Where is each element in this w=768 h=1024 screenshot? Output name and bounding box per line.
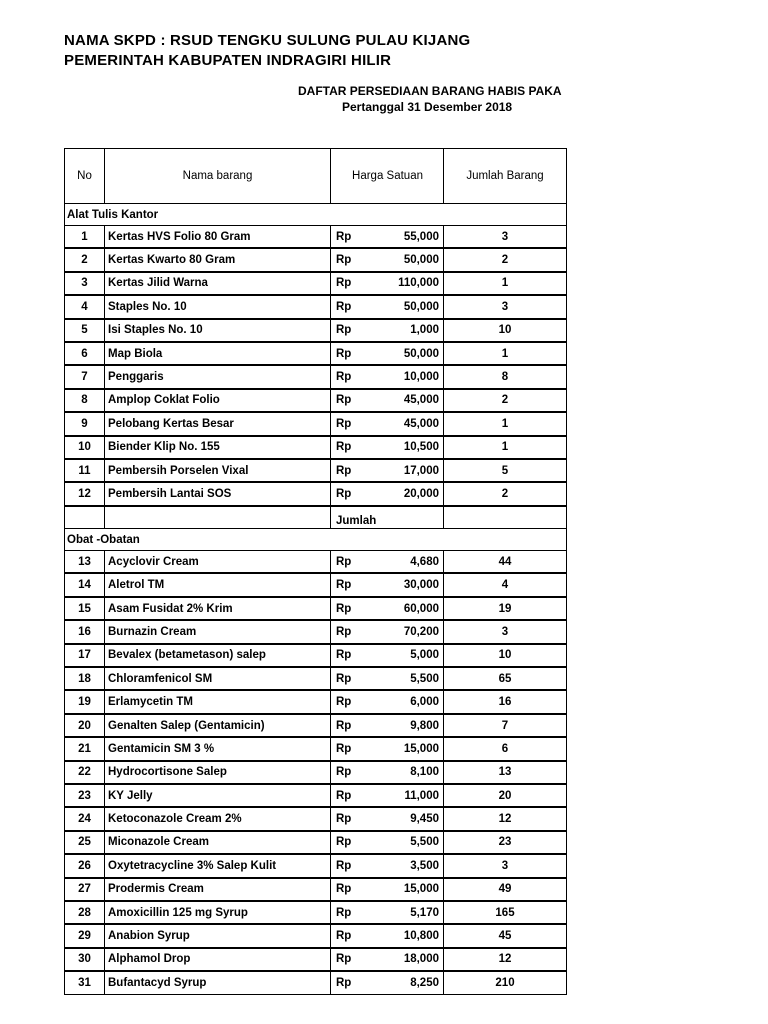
price-value: 55,000 (403, 230, 439, 243)
table-row (64, 761, 567, 784)
item-name: Oxytetracycline 3% Salep Kulit (105, 854, 331, 877)
item-name: Map Biola (105, 342, 331, 365)
item-name: Pembersih Lantai SOS (105, 482, 331, 505)
row-number: 20 (64, 714, 105, 737)
section-title: Alat Tulis Kantor (64, 204, 567, 225)
currency-label: Rp (336, 300, 352, 313)
item-quantity: 210 (444, 971, 567, 994)
item-name: Pembersih Porselen Vixal (105, 459, 331, 482)
item-name: KY Jelly (105, 784, 331, 807)
item-quantity: 3 (444, 854, 567, 877)
table-row (64, 550, 567, 573)
table-row (64, 714, 567, 737)
row-number: 15 (64, 597, 105, 620)
currency-label: Rp (336, 766, 352, 779)
currency-label: Rp (336, 719, 352, 732)
currency-label: Rp (336, 976, 352, 989)
item-quantity: 2 (444, 248, 567, 271)
currency-label: Rp (336, 394, 352, 407)
table-row (64, 878, 567, 901)
table-row (64, 225, 567, 248)
unit-price (331, 714, 444, 737)
row-number: 30 (64, 948, 105, 971)
item-name: Anabion Syrup (105, 924, 331, 947)
unit-price (331, 948, 444, 971)
item-quantity: 3 (444, 620, 567, 643)
item-quantity: 8 (444, 365, 567, 388)
unit-price (331, 854, 444, 877)
currency-label: Rp (336, 696, 352, 709)
row-number: 5 (64, 319, 105, 342)
item-quantity: 20 (444, 784, 567, 807)
section-title: Obat -Obatan (64, 529, 567, 550)
item-name: Chloramfenicol SM (105, 667, 331, 690)
unit-price (331, 784, 444, 807)
price-value: 5,500 (410, 836, 439, 849)
price-value: 11,000 (404, 789, 439, 802)
price-value: 3,500 (410, 859, 439, 872)
government-name: PEMERINTAH KABUPATEN INDRAGIRI HILIR (64, 52, 392, 69)
total-label: Jumlah (331, 506, 444, 529)
item-name: Kertas Kwarto 80 Gram (105, 248, 331, 271)
item-quantity: 19 (444, 597, 567, 620)
item-name: Amoxicillin 125 mg Syrup (105, 901, 331, 924)
price-value: 50,000 (403, 254, 439, 267)
price-value: 10,800 (403, 930, 439, 943)
unit-price (331, 319, 444, 342)
row-number: 28 (64, 901, 105, 924)
column-header-name: Nama barang (105, 148, 331, 204)
unit-price (331, 436, 444, 459)
item-name: Amplop Coklat Folio (105, 389, 331, 412)
document-title: DAFTAR PERSEDIAAN BARANG HABIS PAKA (298, 84, 562, 98)
currency-label: Rp (336, 649, 352, 662)
item-name: Erlamycetin TM (105, 690, 331, 713)
item-name: Miconazole Cream (105, 831, 331, 854)
item-quantity: 13 (444, 761, 567, 784)
table-row (64, 482, 567, 505)
table-row (64, 436, 567, 459)
item-quantity: 45 (444, 924, 567, 947)
document-date: Pertanggal 31 Desember 2018 (342, 100, 513, 114)
row-number: 23 (64, 784, 105, 807)
price-value: 60,000 (403, 602, 439, 615)
row-number: 18 (64, 667, 105, 690)
item-name: Prodermis Cream (105, 878, 331, 901)
currency-label: Rp (336, 417, 352, 430)
table-header-row (64, 148, 567, 204)
item-name: Hydrocortisone Salep (105, 761, 331, 784)
table-row (64, 667, 567, 690)
item-quantity: 7 (444, 714, 567, 737)
price-value: 50,000 (403, 300, 439, 313)
unit-price (331, 667, 444, 690)
item-name: Bevalex (betametason) salep (105, 644, 331, 667)
column-header-no: No (64, 148, 105, 204)
row-number: 17 (64, 644, 105, 667)
item-quantity: 6 (444, 737, 567, 760)
unit-price (331, 225, 444, 248)
item-name: Bufantacyd Syrup (105, 971, 331, 994)
unit-price (331, 690, 444, 713)
price-value: 5,170 (410, 906, 439, 919)
table-body (64, 204, 567, 995)
table-row (64, 248, 567, 271)
currency-label: Rp (336, 813, 352, 826)
unit-price (331, 924, 444, 947)
currency-label: Rp (336, 324, 352, 337)
currency-label: Rp (336, 789, 352, 802)
skpd-name: NAMA SKPD : RSUD TENGKU SULUNG PULAU KIJANG (64, 32, 471, 49)
item-quantity: 1 (444, 436, 567, 459)
unit-price (331, 831, 444, 854)
item-name: Gentamicin SM 3 % (105, 737, 331, 760)
price-value: 70,200 (403, 625, 439, 638)
item-name: Burnazin Cream (105, 620, 331, 643)
row-number: 29 (64, 924, 105, 947)
row-number: 25 (64, 831, 105, 854)
table-row (64, 807, 567, 830)
unit-price (331, 365, 444, 388)
price-value: 45,000 (403, 417, 439, 430)
table-row (64, 319, 567, 342)
row-number: 31 (64, 971, 105, 994)
table-row (64, 690, 567, 713)
row-number: 22 (64, 761, 105, 784)
currency-label: Rp (336, 487, 352, 500)
table-row (64, 971, 567, 994)
price-value: 10,500 (403, 441, 439, 454)
total-name-cell (105, 506, 331, 529)
price-value: 8,100 (410, 766, 439, 779)
item-quantity: 44 (444, 550, 567, 573)
price-value: 6,000 (410, 696, 439, 709)
item-quantity: 12 (444, 948, 567, 971)
unit-price (331, 459, 444, 482)
item-name: Pelobang Kertas Besar (105, 412, 331, 435)
column-header-qty: Jumlah Barang (444, 148, 567, 204)
row-number: 9 (64, 412, 105, 435)
total-qty-cell (444, 506, 567, 529)
item-name: Staples No. 10 (105, 295, 331, 318)
item-quantity: 2 (444, 389, 567, 412)
unit-price (331, 878, 444, 901)
column-header-price: Harga Satuan (331, 148, 444, 204)
table-row (64, 620, 567, 643)
item-name: Isi Staples No. 10 (105, 319, 331, 342)
row-number: 24 (64, 807, 105, 830)
row-number: 4 (64, 295, 105, 318)
currency-label: Rp (336, 625, 352, 638)
row-number: 27 (64, 878, 105, 901)
currency-label: Rp (336, 230, 352, 243)
price-value: 1,000 (410, 324, 439, 337)
currency-label: Rp (336, 672, 352, 685)
price-value: 15,000 (403, 742, 439, 755)
price-value: 45,000 (403, 394, 439, 407)
unit-price (331, 573, 444, 596)
row-number: 8 (64, 389, 105, 412)
price-value: 110,000 (398, 277, 439, 290)
row-number: 16 (64, 620, 105, 643)
inventory-table (64, 148, 567, 995)
unit-price (331, 342, 444, 365)
item-quantity: 4 (444, 573, 567, 596)
price-value: 15,000 (403, 883, 439, 896)
row-number: 11 (64, 459, 105, 482)
item-quantity: 49 (444, 878, 567, 901)
item-quantity: 12 (444, 807, 567, 830)
item-quantity: 10 (444, 644, 567, 667)
table-row (64, 412, 567, 435)
item-quantity: 10 (444, 319, 567, 342)
unit-price (331, 620, 444, 643)
unit-price (331, 597, 444, 620)
table-row (64, 901, 567, 924)
row-number: 7 (64, 365, 105, 388)
unit-price (331, 644, 444, 667)
currency-label: Rp (336, 555, 352, 568)
price-value: 17,000 (403, 464, 439, 477)
row-number: 6 (64, 342, 105, 365)
item-quantity: 3 (444, 225, 567, 248)
item-quantity: 1 (444, 272, 567, 295)
table-row (64, 365, 567, 388)
currency-label: Rp (336, 602, 352, 615)
table-row (64, 831, 567, 854)
row-number: 26 (64, 854, 105, 877)
unit-price (331, 807, 444, 830)
price-value: 50,000 (403, 347, 439, 360)
price-value: 8,250 (410, 976, 439, 989)
unit-price (331, 412, 444, 435)
unit-price (331, 737, 444, 760)
item-quantity: 16 (444, 690, 567, 713)
unit-price (331, 971, 444, 994)
item-quantity: 3 (444, 295, 567, 318)
currency-label: Rp (336, 441, 352, 454)
row-number: 19 (64, 690, 105, 713)
table-row (64, 737, 567, 760)
table-row (64, 924, 567, 947)
section-total-row (64, 506, 567, 529)
table-row (64, 784, 567, 807)
item-name: Kertas HVS Folio 80 Gram (105, 225, 331, 248)
item-name: Penggaris (105, 365, 331, 388)
currency-label: Rp (336, 883, 352, 896)
row-number: 14 (64, 573, 105, 596)
table-row (64, 573, 567, 596)
currency-label: Rp (336, 254, 352, 267)
currency-label: Rp (336, 953, 352, 966)
item-quantity: 1 (444, 342, 567, 365)
item-name: Ketoconazole Cream 2% (105, 807, 331, 830)
currency-label: Rp (336, 859, 352, 872)
currency-label: Rp (336, 464, 352, 477)
price-value: 9,800 (410, 719, 439, 732)
unit-price (331, 389, 444, 412)
item-name: Biender Klip No. 155 (105, 436, 331, 459)
item-quantity: 2 (444, 482, 567, 505)
price-value: 5,500 (410, 672, 439, 685)
unit-price (331, 272, 444, 295)
table-row (64, 342, 567, 365)
item-name: Alphamol Drop (105, 948, 331, 971)
price-value: 18,000 (403, 953, 439, 966)
item-quantity: 1 (444, 412, 567, 435)
row-number: 21 (64, 737, 105, 760)
unit-price (331, 295, 444, 318)
price-value: 10,000 (403, 371, 439, 384)
row-number: 3 (64, 272, 105, 295)
item-name: Genalten Salep (Gentamicin) (105, 714, 331, 737)
price-value: 5,000 (410, 649, 439, 662)
currency-label: Rp (336, 277, 352, 290)
currency-label: Rp (336, 836, 352, 849)
price-value: 4,680 (410, 555, 439, 568)
table-row (64, 272, 567, 295)
total-no-cell (64, 506, 105, 529)
item-name: Acyclovir Cream (105, 550, 331, 573)
item-quantity: 65 (444, 667, 567, 690)
unit-price (331, 248, 444, 271)
price-value: 20,000 (403, 487, 439, 500)
price-value: 9,450 (410, 813, 439, 826)
row-number: 10 (64, 436, 105, 459)
table-row (64, 389, 567, 412)
table-row (64, 597, 567, 620)
item-name: Aletrol TM (105, 573, 331, 596)
currency-label: Rp (336, 742, 352, 755)
unit-price (331, 761, 444, 784)
table-row (64, 854, 567, 877)
currency-label: Rp (336, 371, 352, 384)
row-number: 1 (64, 225, 105, 248)
item-quantity: 23 (444, 831, 567, 854)
currency-label: Rp (336, 930, 352, 943)
table-row (64, 295, 567, 318)
unit-price (331, 901, 444, 924)
table-row (64, 644, 567, 667)
item-name: Asam Fusidat 2% Krim (105, 597, 331, 620)
item-quantity: 165 (444, 901, 567, 924)
item-quantity: 5 (444, 459, 567, 482)
row-number: 13 (64, 550, 105, 573)
currency-label: Rp (336, 347, 352, 360)
table-row (64, 948, 567, 971)
unit-price (331, 482, 444, 505)
row-number: 2 (64, 248, 105, 271)
price-value: 30,000 (403, 579, 439, 592)
unit-price (331, 550, 444, 573)
table-row (64, 459, 567, 482)
currency-label: Rp (336, 906, 352, 919)
row-number: 12 (64, 482, 105, 505)
item-name: Kertas Jilid Warna (105, 272, 331, 295)
currency-label: Rp (336, 579, 352, 592)
